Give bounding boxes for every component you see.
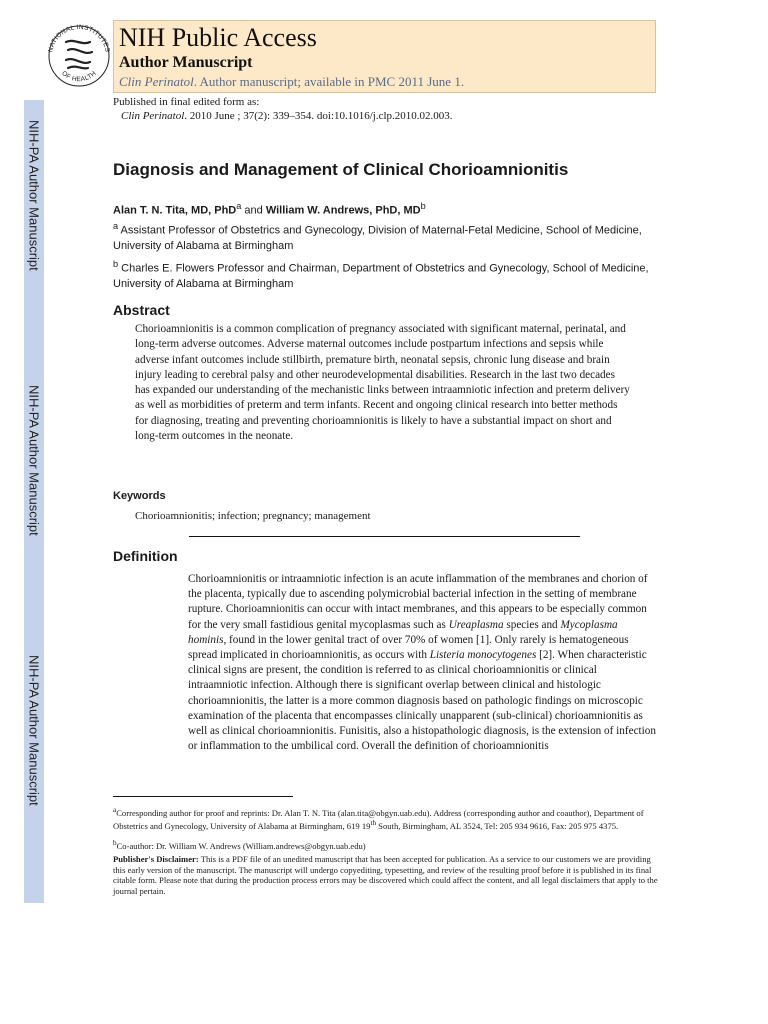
published-citation-text: . 2010 June ; 37(2): 339–354. doi:10.1016/j.clp.2010.02.003.	[184, 110, 453, 122]
author-1: Alan T. N. Tita, MD, PhD	[113, 204, 237, 217]
affiliation-b-sup: b	[113, 259, 119, 269]
definition-italic-mycoplasma: Mycoplasma hominis	[188, 618, 618, 646]
header-citation	[119, 74, 464, 90]
affiliation-b	[113, 257, 658, 292]
footnote-b-text: Co-author: Dr. William W. Andrews (William.andrews@obgyn.uab.edu)	[116, 840, 366, 851]
author-2: William W. Andrews, PhD, MD	[265, 204, 421, 217]
affiliation-b-text: Charles E. Flowers Professor and Chairman, Department of Obstetrics and Gynecology, School of Medicine, University of Alabama at Birmingham	[113, 262, 649, 290]
disclaimer-text: This is a PDF file of an unedited manuscript that has been accepted for publication. As a service to our customers we are providing this early version of the manuscript. The manuscript will undergo copyediting, typesetting, and review of the resulting proof before it is published in its final citable form. Please note that during the production process errors may be discovered which could affect the content, and all legal disclaimers that apply to the journal pertain.	[113, 854, 658, 896]
author-2-sup: b	[420, 201, 426, 211]
nih-header-banner	[113, 20, 656, 93]
footnote-b	[113, 838, 658, 851]
footnote-b-sup: b	[113, 839, 117, 847]
sidebar-label-2: NIH-PA Author Manuscript	[26, 384, 42, 536]
keywords-text: Chorioamnionitis; infection; pregnancy; management	[135, 510, 371, 522]
footnote-a-text-1: Corresponding author for proof and reprints: Dr. Alan T. N. Tita (alan.tita@obgyn.uab.edu). Address (corresponding author and coauthor), Department of Obstetrics and Gynecology, University of Alabama at Birmingham, 619 19	[113, 807, 644, 832]
definition-text-1: Chorioamnionitis or intraamniotic infection is an acute inflammation of the membranes and chorion of the placenta, typically due to ascending polymicrobial bacterial infection in the setting of membrane rupture. Chorioamnionitis can occur with intact membranes, and this appears to be especially common for the very small fastidious genital mycoplasmas such as	[188, 573, 648, 631]
sidebar-band	[24, 100, 44, 903]
header-journal: Clin Perinatol	[119, 74, 194, 89]
definition-body	[188, 572, 656, 754]
definition-italic-ureaplasma: Ureaplasma	[448, 618, 504, 631]
footnote-a-sup: a	[113, 806, 117, 814]
author-line	[113, 201, 426, 217]
definition-heading: Definition	[113, 548, 178, 564]
header-subtitle: Author Manuscript	[119, 54, 253, 71]
published-label: Published in final edited form as:	[113, 96, 260, 108]
abstract-heading: Abstract	[113, 302, 170, 318]
author-and: and	[244, 204, 263, 217]
header-title: NIH Public Access	[119, 23, 317, 52]
published-citation	[121, 110, 453, 122]
definition-text-3: , found in the lower genital tract of over 70% of women [1]. Only rarely is hematogeneous spread implicated in chorioamnionitis, as occurs with	[188, 633, 629, 662]
definition-text-4: [2]. When characteristic clinical signs are present, the condition is referred to as clinical chorioamnionitis or clinical intraamniotic infection. Although there is significant overlap between clinical and histologic chorioamnionitis, the latter is a more common diagnosis based on pathologic findings on microscopic examination of the placenta that encompasses clinically unapparent (sub-clinical) chorioamnionitis as well as clinical chorioamnionitis. Funisitis, also a histopathologic diagnosis, is the extension of infection or inflammation to the umbilical cord. Overall the definition of chorioamnionitis	[188, 649, 656, 753]
affiliation-a	[113, 219, 658, 254]
footnote-divider	[113, 796, 293, 797]
sidebar-label-3: NIH-PA Author Manuscript	[26, 654, 42, 806]
svg-text:OF HEALTH	[60, 70, 98, 83]
definition-italic-listeria: Listeria monocytogenes	[429, 649, 537, 662]
keywords-heading: Keywords	[113, 490, 166, 502]
author-1-sup: a	[236, 201, 242, 211]
footnote-a-text-2: South, Birmingham, AL 3524, Tel: 205 934 9616, Fax: 205 975 4375.	[376, 821, 619, 832]
logo-top-text: NATIONAL INSTITUTES	[47, 23, 111, 53]
publisher-disclaimer	[113, 854, 658, 896]
article-title: Diagnosis and Management of Clinical Chorioamnionitis	[113, 160, 569, 179]
abstract-body: Chorioamnionitis is a common complication of pregnancy associated with significant maternal, perinatal, and long-term adverse outcomes. Adverse maternal outcomes include postpartum infections and sepsis while adverse infant outcomes include stillbirth, premature birth, neonatal sepsis, chronic lung disease and brain injury leading to cerebral palsy and other neurodevelopmental disabilities. Research in the last two decades has expanded our understanding of the mechanistic links between intraamniotic infection and preterm delivery as well as morbidities of preterm and term infants. Recent and ongoing clinical research into better methods for diagnosing, treating and preventing chorioamnionitis is likely to have a substantial impact on short and long-term outcomes in the neonate.	[135, 323, 630, 443]
logo-bottom-text: OF HEALTH	[60, 69, 98, 84]
disclaimer-label: Publisher's Disclaimer:	[113, 854, 199, 864]
published-journal: Clin Perinatol	[121, 110, 185, 122]
footnote-a	[113, 805, 658, 832]
nih-logo	[44, 12, 114, 92]
sidebar-label-1: NIH-PA Author Manuscript	[26, 119, 42, 271]
footnote-a-th: th	[370, 819, 377, 828]
definition-text-2: species and	[503, 618, 561, 631]
header-availability: . Author manuscript; available in PMC 2011 June 1.	[193, 74, 465, 89]
section-divider	[189, 536, 580, 537]
affiliation-a-sup: a	[113, 221, 119, 231]
svg-text:NATIONAL INSTITUTES	[47, 24, 111, 53]
affiliation-a-text: Assistant Professor of Obstetrics and Gynecology, Division of Maternal-Fetal Medicine, School of Medicine, University of Alabama at Birmingham	[113, 224, 642, 252]
